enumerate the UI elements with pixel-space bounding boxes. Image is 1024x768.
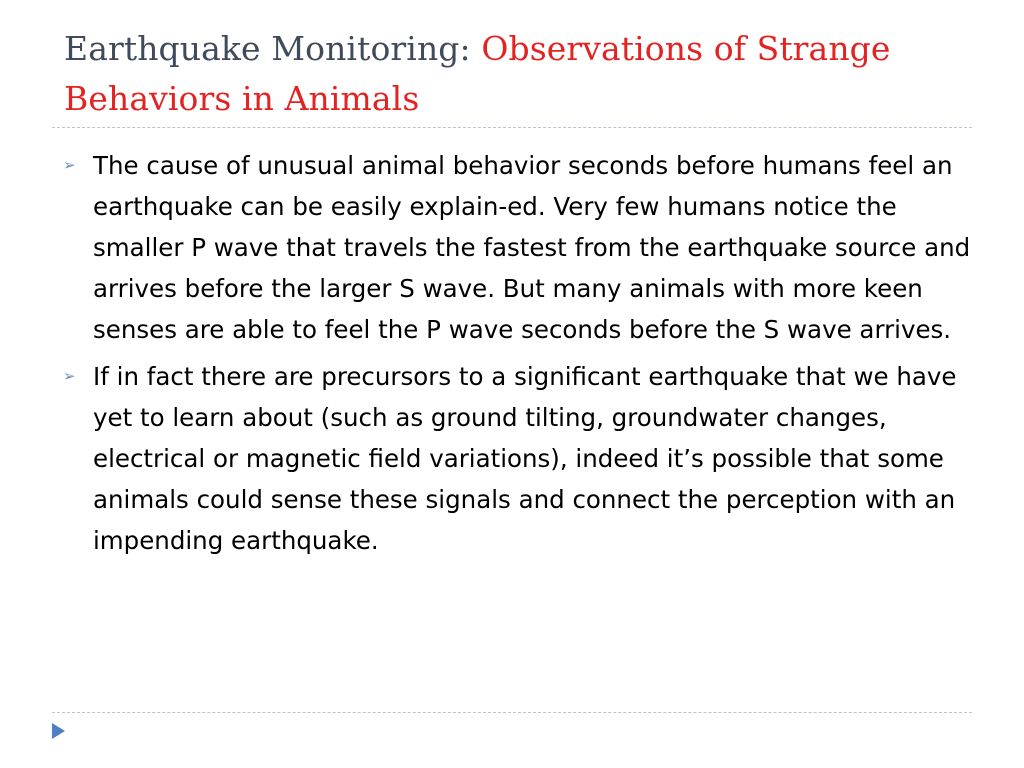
title-accent: Observations of Strange Behaviors in Animals	[64, 29, 891, 118]
bullet-text: The cause of unusual animal behavior seconds before humans feel an earthquake can be easily explain-ed. Very few humans notice the smaller P wave that travels the fastest from the earthquake source and arrives before the larger S wave. But many animals with more keen senses are able to feel the P wave seconds before the S wave arrives.	[93, 151, 971, 344]
arrowhead-bullet-icon: ➢	[63, 367, 76, 385]
slide-title	[64, 24, 964, 124]
bullet-item	[62, 145, 972, 350]
arrowhead-bullet-icon: ➢	[63, 156, 76, 174]
footer-divider	[52, 712, 972, 713]
title-plain: Earthquake Monitoring:	[64, 29, 482, 68]
bullet-item	[62, 356, 972, 561]
bullet-text: If in fact there are precursors to a significant earthquake that we have yet to learn about (such as ground tilting, groundwater changes, electrical or magnetic field variations), indeed it’s possible that some animals could sense these signals and connect the perception with an impending earthquake.	[93, 362, 957, 555]
title-divider	[52, 127, 972, 128]
bullet-list	[62, 145, 972, 567]
play-arrow-icon[interactable]	[52, 723, 65, 739]
